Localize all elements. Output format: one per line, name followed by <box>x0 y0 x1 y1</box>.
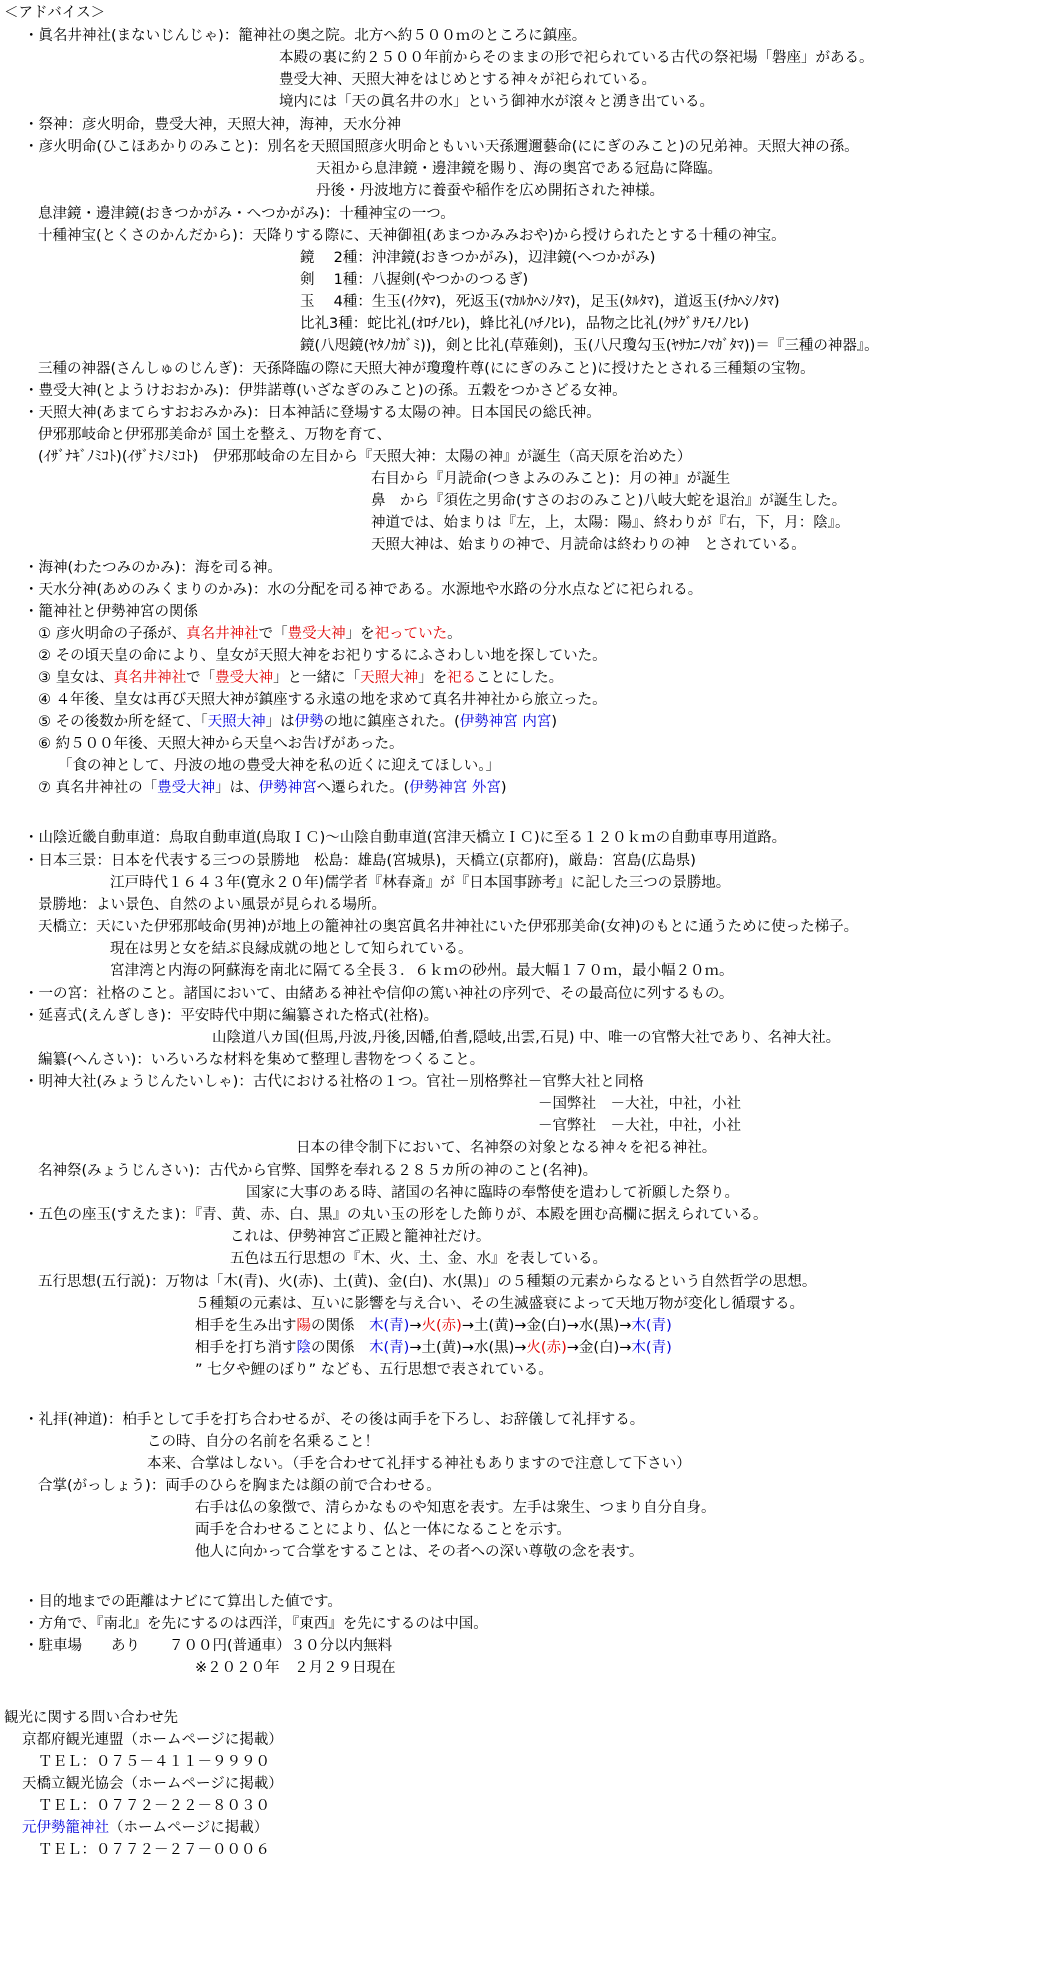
text-segment: ③ 皇女は、 <box>38 670 114 686</box>
text-segment: 他人に向かって合掌をすることは、その者への深い尊敬の念を表す。 <box>195 1544 644 1560</box>
text-segment: で「 <box>258 626 288 642</box>
text-segment: → <box>409 1318 422 1334</box>
text-segment: 」を <box>418 670 448 686</box>
text-segment: ) <box>561 1340 567 1356</box>
text-segment: で「 <box>186 670 216 686</box>
text-segment: ) <box>666 1340 672 1356</box>
text-line <box>110 872 730 894</box>
text-line <box>212 1027 840 1049</box>
text-segment: ＴＥＬ：０７７２－２７－０００６ <box>38 1842 270 1858</box>
text-line <box>24 1409 644 1431</box>
text-segment: 青 <box>389 1340 404 1356</box>
text-line <box>24 1635 392 1657</box>
text-segment: 山陰道八カ国(但馬,丹波,丹後,因幡,伯耆,隠岐,出雲,石見) 中、唯一の官幣大社であり、名神大社。 <box>212 1030 841 1046</box>
text-line <box>38 689 607 711</box>
text-segment: 江戸時代１６４３年(寛永２０年)儒学者『林春斎』が『日本国事跡考』に記した三つの景勝地。 <box>110 875 731 891</box>
text-line <box>24 1204 768 1226</box>
text-line <box>24 827 786 849</box>
text-segment: 祀っていた <box>374 626 448 642</box>
text-segment: 木( <box>369 1318 390 1334</box>
text-line <box>279 47 874 69</box>
text-segment: 国家に大事のある時、諸国の名神に臨時の奉幣使を遣わして祈願した祭り。 <box>246 1185 739 1201</box>
text-segment: 豊受大神、天照大神をはじめとする神々が祀られている。 <box>279 72 656 88</box>
text-segment: 日本の律令制下において、名神祭の対象となる神々を祀る神社。 <box>296 1140 717 1156</box>
text-line <box>38 733 403 755</box>
text-segment: 真名井神社 <box>186 626 259 642</box>
text-segment: 神道では、始まりは『左，上，太陽：陽』、終わりが『右，下，月：陰』。 <box>371 515 850 531</box>
text-segment: 編纂(へんさい)：いろいろな材料を集めて整理し書物をつくること。 <box>38 1052 485 1068</box>
text-segment: 」は <box>265 714 295 730</box>
text-line <box>538 1115 741 1137</box>
text-segment: ５種類の元素は、互いに影響を与え合い、その生滅盛衰によって天地万物が変化し循環する。 <box>195 1296 804 1312</box>
text-segment: これは、伊勢神宮ご正殿と籠神社だけ。 <box>230 1229 491 1245</box>
text-segment: 青 <box>389 1318 404 1334</box>
text-line <box>38 203 455 225</box>
text-line <box>300 335 879 357</box>
text-line <box>4 2 105 24</box>
text-segment: 伊勢神宮 <box>258 780 317 796</box>
text-segment: ・眞名井神社(まないじんじゃ)：籠神社の奥之院。北方へ約５００ｍのところに鎮座。 <box>24 28 587 44</box>
text-line <box>38 623 462 645</box>
text-segment: 比礼3種：蛇比礼(ｵﾛﾁﾉﾋﾚ)，蜂比礼(ﾊﾁﾉﾋﾚ)，品物之比礼(ｸｻｸﾞｻﾉﾓﾉﾉﾋﾚ) <box>300 316 750 332</box>
text-segment: ・延喜式(えんぎしき)：平安時代中期に編纂された格式(社格)。 <box>24 1008 439 1024</box>
text-segment: ＴＥＬ：０７５－４１１－９９９０ <box>38 1754 270 1770</box>
text-segment: ・山陰近畿自動車道：鳥取自動車道(鳥取ＩＣ)～山陰自動車道(宮津天橋立ＩＣ)に至る１２０ｋｍの自動車専用道路。 <box>24 830 787 846</box>
text-segment: ・一の宮：社格のこと。諸国において、由緒ある神社や信仰の篤い神社の序列で、その最高位に列するもの。 <box>24 986 734 1002</box>
text-segment: （ホームページに掲載） <box>109 1820 269 1836</box>
text-line <box>38 358 815 380</box>
text-line <box>24 579 702 601</box>
text-segment: ④ ４年後、皇女は再び天照大神が鎮座する永遠の地を求めて真名井神社から旅立った。 <box>38 692 607 708</box>
text-segment: ・日本三景：日本を代表する三つの景勝地 松島：雄島(宮城県)，天橋立(京都府)，厳島：宮島(広島県) <box>24 853 696 869</box>
text-segment: ⑤ その後数か所を経て、「 <box>38 714 208 730</box>
text-line <box>24 1613 488 1635</box>
text-segment: ・籠神社と伊勢神宮の関係 <box>24 604 198 620</box>
text-segment: ・天照大神(あまてらすおおみかみ)：日本神話に登場する太陽の神。日本国民の総氏神。 <box>24 405 601 421</box>
text-line <box>38 424 391 446</box>
text-segment: －国弊社 －大社，中社，小社 <box>538 1096 741 1112</box>
text-segment: 赤 <box>546 1340 562 1356</box>
text-segment: ・祭神：彦火明命，豊受大神，天照大神，海神，天水分神 <box>24 117 401 133</box>
text-line <box>24 1591 342 1613</box>
text-segment: 五行思想(五行説)：万物は「木(青)、火(赤)、土(黄)、金(白)、水(黒)」の５種類の元素からなるという自然哲学の思想。 <box>38 1274 817 1290</box>
text-segment: ” 七夕や鯉のぼり” なども、五行思想で表されている。 <box>195 1362 553 1378</box>
text-segment: ・礼拝(神道)：柏手として手を打ち合わせるが、その後は両手を下ろし、お辞儀して礼拝する。 <box>24 1412 645 1428</box>
text-segment: 天橋立：天にいた伊邪那岐命(男神)が地上の籠神社の奥宮眞名井神社にいた伊邪那美命(女神)のもとに通うために使った梯子。 <box>38 919 859 935</box>
text-line <box>22 1729 283 1751</box>
text-segment: 景勝地：よい景色、自然のよい風景が見られる場所。 <box>38 897 386 913</box>
text-line <box>147 1431 379 1453</box>
text-line <box>24 114 401 136</box>
shrine-link[interactable]: 元伊勢籠神社 <box>22 1820 109 1836</box>
text-line <box>110 938 473 960</box>
text-line <box>296 1137 716 1159</box>
text-segment: 天照大神は、始まりの神で、月読命は終わりの神 とされている。 <box>371 537 806 553</box>
text-segment: 丹後・丹波地方に養蚕や稲作を広め開拓された神様。 <box>316 183 664 199</box>
text-segment: ・方角で、『南北』を先にするのは西洋，『東西』を先にするのは中国。 <box>24 1616 488 1632</box>
text-segment: ※２０２０年 ２月２９日現在 <box>195 1660 396 1676</box>
text-segment: 境内には「天の眞名井の水」という御神水が滾々と湧き出ている。 <box>279 94 714 110</box>
text-line <box>316 158 722 180</box>
text-segment: ② その頃天皇の命により、皇女が天照大神をお祀りするにふさわしい地を探していた。 <box>38 648 607 664</box>
text-line <box>24 1005 438 1027</box>
text-line <box>24 850 696 872</box>
text-segment: 伊勢神宮 内宮 <box>459 714 552 730</box>
text-line <box>371 534 806 556</box>
text-line <box>24 557 282 579</box>
text-segment: 陰 <box>296 1340 311 1356</box>
text-segment: 観光に関する問い合わせ先 <box>4 1710 178 1726</box>
text-segment: ・明神大社(みょうじんたいしゃ)：古代における社格の１つ。官社－別格弊社－官弊大社と同格 <box>24 1074 644 1090</box>
text-segment: ① 彦火明命の子孫が、 <box>38 626 187 642</box>
text-segment: →金(白)→ <box>566 1340 632 1356</box>
text-segment: →土(黄)→水(黒)→ <box>409 1340 527 1356</box>
text-line <box>24 1071 644 1093</box>
text-line <box>24 402 601 424</box>
text-line <box>316 180 664 202</box>
text-line <box>230 1226 490 1248</box>
text-line <box>38 777 507 799</box>
text-line <box>38 1049 484 1071</box>
text-segment: へ遷られた。( <box>316 780 410 796</box>
text-segment: 豊受大神 <box>157 780 216 796</box>
text-line <box>195 1315 672 1337</box>
text-segment: ＴＥＬ：０７７２－２２－８０３０ <box>38 1798 270 1814</box>
text-segment: 木( <box>369 1340 390 1356</box>
text-segment: 合掌(がっしょう)：両手のひらを胸または顔の前で合わせる。 <box>38 1478 441 1494</box>
text-segment: ) <box>500 780 507 796</box>
text-line <box>300 291 780 313</box>
text-segment: の地に鎮座された。( <box>323 714 460 730</box>
text-line <box>195 1541 643 1563</box>
text-segment: 本殿の裏に約２５００年前からそのままの形で祀られている古代の祭祀場「磐座」がある。 <box>279 50 874 66</box>
text-segment: 伊勢 <box>294 714 324 730</box>
text-line <box>195 1337 672 1359</box>
text-segment: 。 <box>447 626 462 642</box>
text-line <box>24 380 627 402</box>
text-line <box>279 69 656 91</box>
text-line <box>58 755 500 777</box>
text-line <box>195 1657 396 1679</box>
text-line <box>230 1248 607 1270</box>
text-line <box>195 1293 804 1315</box>
text-line <box>4 1707 178 1729</box>
text-line <box>24 136 859 158</box>
text-segment: 右手は仏の象徴で、清らかなものや知恵を表す。左手は衆生、つまり自分自身。 <box>195 1500 716 1516</box>
text-segment: 名神祭(みょうじんさい)：古代から官弊、国弊を奉れる２８５カ所の神のこと(名神)。 <box>38 1163 598 1179</box>
text-segment: 相手を生み出す <box>195 1318 297 1334</box>
text-segment: 」と一緒に「 <box>273 670 361 686</box>
text-segment: 天照大神 <box>207 714 266 730</box>
text-line <box>300 313 749 335</box>
text-segment: ⑥ 約５００年後、天照大神から天皇へお告げがあった。 <box>38 736 404 752</box>
text-segment: 青 <box>651 1318 667 1334</box>
text-segment: 玉 4種：生玉(ｲｸﾀﾏ)，死返玉(ﾏｶﾙｶﾍｼﾉﾀﾏ)，足玉(ﾀﾙﾀﾏ)，道返玉(ﾁｶﾍｼﾉﾀﾏ) <box>300 294 780 310</box>
text-line <box>147 1453 691 1475</box>
text-line <box>195 1519 571 1541</box>
text-line <box>371 512 850 534</box>
text-segment: ) <box>666 1318 672 1334</box>
text-segment: 火( <box>526 1340 547 1356</box>
text-segment: 両手を合わせることにより、仏と一体になることを示す。 <box>195 1522 571 1538</box>
text-line <box>246 1182 739 1204</box>
text-segment: 息津鏡・邊津鏡(おきつかがみ・へつかがみ)：十種神宝の一つ。 <box>38 206 455 222</box>
text-segment: →土(黄)→金(白)→水(黒)→ <box>461 1318 632 1334</box>
text-segment: ・駐車場 あり ７００円(普通車）３０分以内無料 <box>24 1638 393 1654</box>
text-segment: (ｲｻﾞﾅｷﾞﾉﾐｺﾄ)(ｲｻﾞﾅﾐﾉﾐｺﾄ) 伊邪那岐命の左目から『天照大神：太陽の神』が誕生（高天原を治めた） <box>38 449 692 465</box>
text-segment: ・天水分神(あめのみくまりのかみ)：水の分配を司る神である。水源地や水路の分水点などに祀られる。 <box>24 582 703 598</box>
text-line <box>38 916 858 938</box>
text-segment: ⑦ 真名井神社の「 <box>38 780 158 796</box>
text-segment: 祀る <box>447 670 477 686</box>
text-line <box>110 960 734 982</box>
text-segment: 現在は男と女を結ぶ良縁成就の地として知られている。 <box>110 941 473 957</box>
text-segment: 火( <box>421 1318 442 1334</box>
text-segment: 木( <box>631 1318 652 1334</box>
text-segment: ) <box>456 1318 462 1334</box>
text-line <box>279 91 714 113</box>
text-segment: 」は、 <box>215 780 259 796</box>
text-segment: 五色は五行思想の『木、火、土、金、水』を表している。 <box>230 1251 607 1267</box>
text-segment: 陽 <box>296 1318 311 1334</box>
text-segment: 」を <box>345 626 375 642</box>
text-line <box>38 446 691 468</box>
text-segment: 天祖から息津鏡・邊津鏡を賜り、海の奥宮である冠島に降臨。 <box>316 161 722 177</box>
text-segment: 相手を打ち消す <box>195 1340 297 1356</box>
text-segment: この時、自分の名前を名乗ること！ <box>147 1434 379 1450</box>
text-segment: ) <box>551 714 558 730</box>
text-segment: 青 <box>651 1340 667 1356</box>
text-segment: 伊勢神宮 外宮 <box>409 780 501 796</box>
text-segment: 天橋立観光協会（ホームページに掲載） <box>22 1776 283 1792</box>
text-line <box>300 247 655 269</box>
text-segment: 京都府観光連盟（ホームページに掲載） <box>22 1732 283 1748</box>
text-segment: の関係 <box>311 1318 369 1334</box>
text-segment: ことにした。 <box>476 670 564 686</box>
text-segment: ・彦火明命(ひこほあかりのみこと)：別名を天照国照彦火明命ともいい天孫邇邇藝命(ににぎのみこと)の兄弟神。天照大神の孫。 <box>24 139 859 155</box>
text-segment: ) <box>403 1318 410 1334</box>
text-segment: 本来、合掌はしない。（手を合わせて礼拝する神社もありますので注意して下さい） <box>147 1456 691 1472</box>
text-segment: ) <box>403 1340 410 1356</box>
text-line <box>38 1795 270 1817</box>
text-line <box>371 490 846 512</box>
text-segment: 鏡(八咫鏡(ﾔﾀﾉｶｶﾞﾐ))，剣と比礼(草薙剣)，玉(八尺瓊勾玉(ﾔｻｶﾆﾉﾏｶﾞﾀﾏ))＝『三種の神器』。 <box>300 338 879 354</box>
text-segment: 真名井神社 <box>113 670 187 686</box>
text-segment: 伊邪那岐命と伊邪那美命が 国土を整え、万物を育て、 <box>38 427 392 443</box>
text-segment: 天照大神 <box>360 670 419 686</box>
text-segment: 宮津湾と内海の阿蘇海を南北に隔てる全長３．６ｋｍの砂州。最大幅１７０ｍ，最小幅２０ｍ。 <box>110 963 734 979</box>
text-segment: 鏡 2種：沖津鏡(おきつかがみ)，辺津鏡(へつかがみ) <box>300 250 656 266</box>
text-line <box>38 645 607 667</box>
text-line <box>38 1475 441 1497</box>
text-line <box>38 1751 270 1773</box>
text-segment: －官弊社 －大社，中社，小社 <box>538 1118 741 1134</box>
text-line <box>22 1773 283 1795</box>
text-line <box>38 894 386 916</box>
text-segment: 剣 1種：八握剣(やつかのつるぎ) <box>300 272 529 288</box>
text-segment: ・豊受大神(とようけおおかみ)：伊弉諾尊(いざなぎのみこと)の孫。五穀をつかさどる女神。 <box>24 383 627 399</box>
text-segment: の関係 <box>311 1340 369 1356</box>
text-line <box>38 711 557 733</box>
text-line <box>371 468 730 490</box>
text-segment: 右目から『月読命(つきよみのみこと)：月の神』が誕生 <box>371 471 731 487</box>
text-segment: 豊受大神 <box>287 626 346 642</box>
text-line <box>38 1160 597 1182</box>
text-line <box>195 1497 716 1519</box>
text-line <box>538 1093 741 1115</box>
text-line <box>38 667 563 689</box>
text-segment: ・五色の座玉(すえたま)：『青、黄、赤、白、黒』の丸い玉の形をした飾りが、本殿を囲む高欄に据えられている。 <box>24 1207 768 1223</box>
text-line <box>24 983 733 1005</box>
text-segment: ・目的地までの距離はナビにて算出した値です。 <box>24 1594 342 1610</box>
text-segment: 豊受大神 <box>215 670 274 686</box>
text-segment: 鼻 から『須佐之男命(すさのおのみこと)八岐大蛇を退治』が誕生した。 <box>371 493 847 509</box>
text-segment: 木( <box>631 1340 652 1356</box>
text-line <box>38 225 786 247</box>
text-line <box>24 25 586 47</box>
text-segment: 「食の神として、丹波の地の豊受大神を私の近くに迎えてほしい。」 <box>58 758 500 774</box>
text-segment: ＜アドバイス＞ <box>4 5 106 21</box>
text-line <box>300 269 528 291</box>
text-segment: 十種神宝(とくさのかんだから)：天降りする際に、天神御祖(あまつかみみおや)から授けられたとする十種の神宝。 <box>38 228 786 244</box>
text-line <box>22 1817 268 1839</box>
text-segment: 三種の神器(さんしゅのじんぎ)：天孫降臨の際に天照大神が瓊瓊杵尊(ににぎのみこと)に授けたとされる三種類の宝物。 <box>38 361 815 377</box>
text-line <box>38 1839 270 1861</box>
text-segment: 赤 <box>441 1318 457 1334</box>
text-line <box>195 1359 553 1381</box>
text-line <box>24 601 198 623</box>
text-segment: ・海神(わたつみのかみ)：海を司る神。 <box>24 560 282 576</box>
text-line <box>38 1271 816 1293</box>
